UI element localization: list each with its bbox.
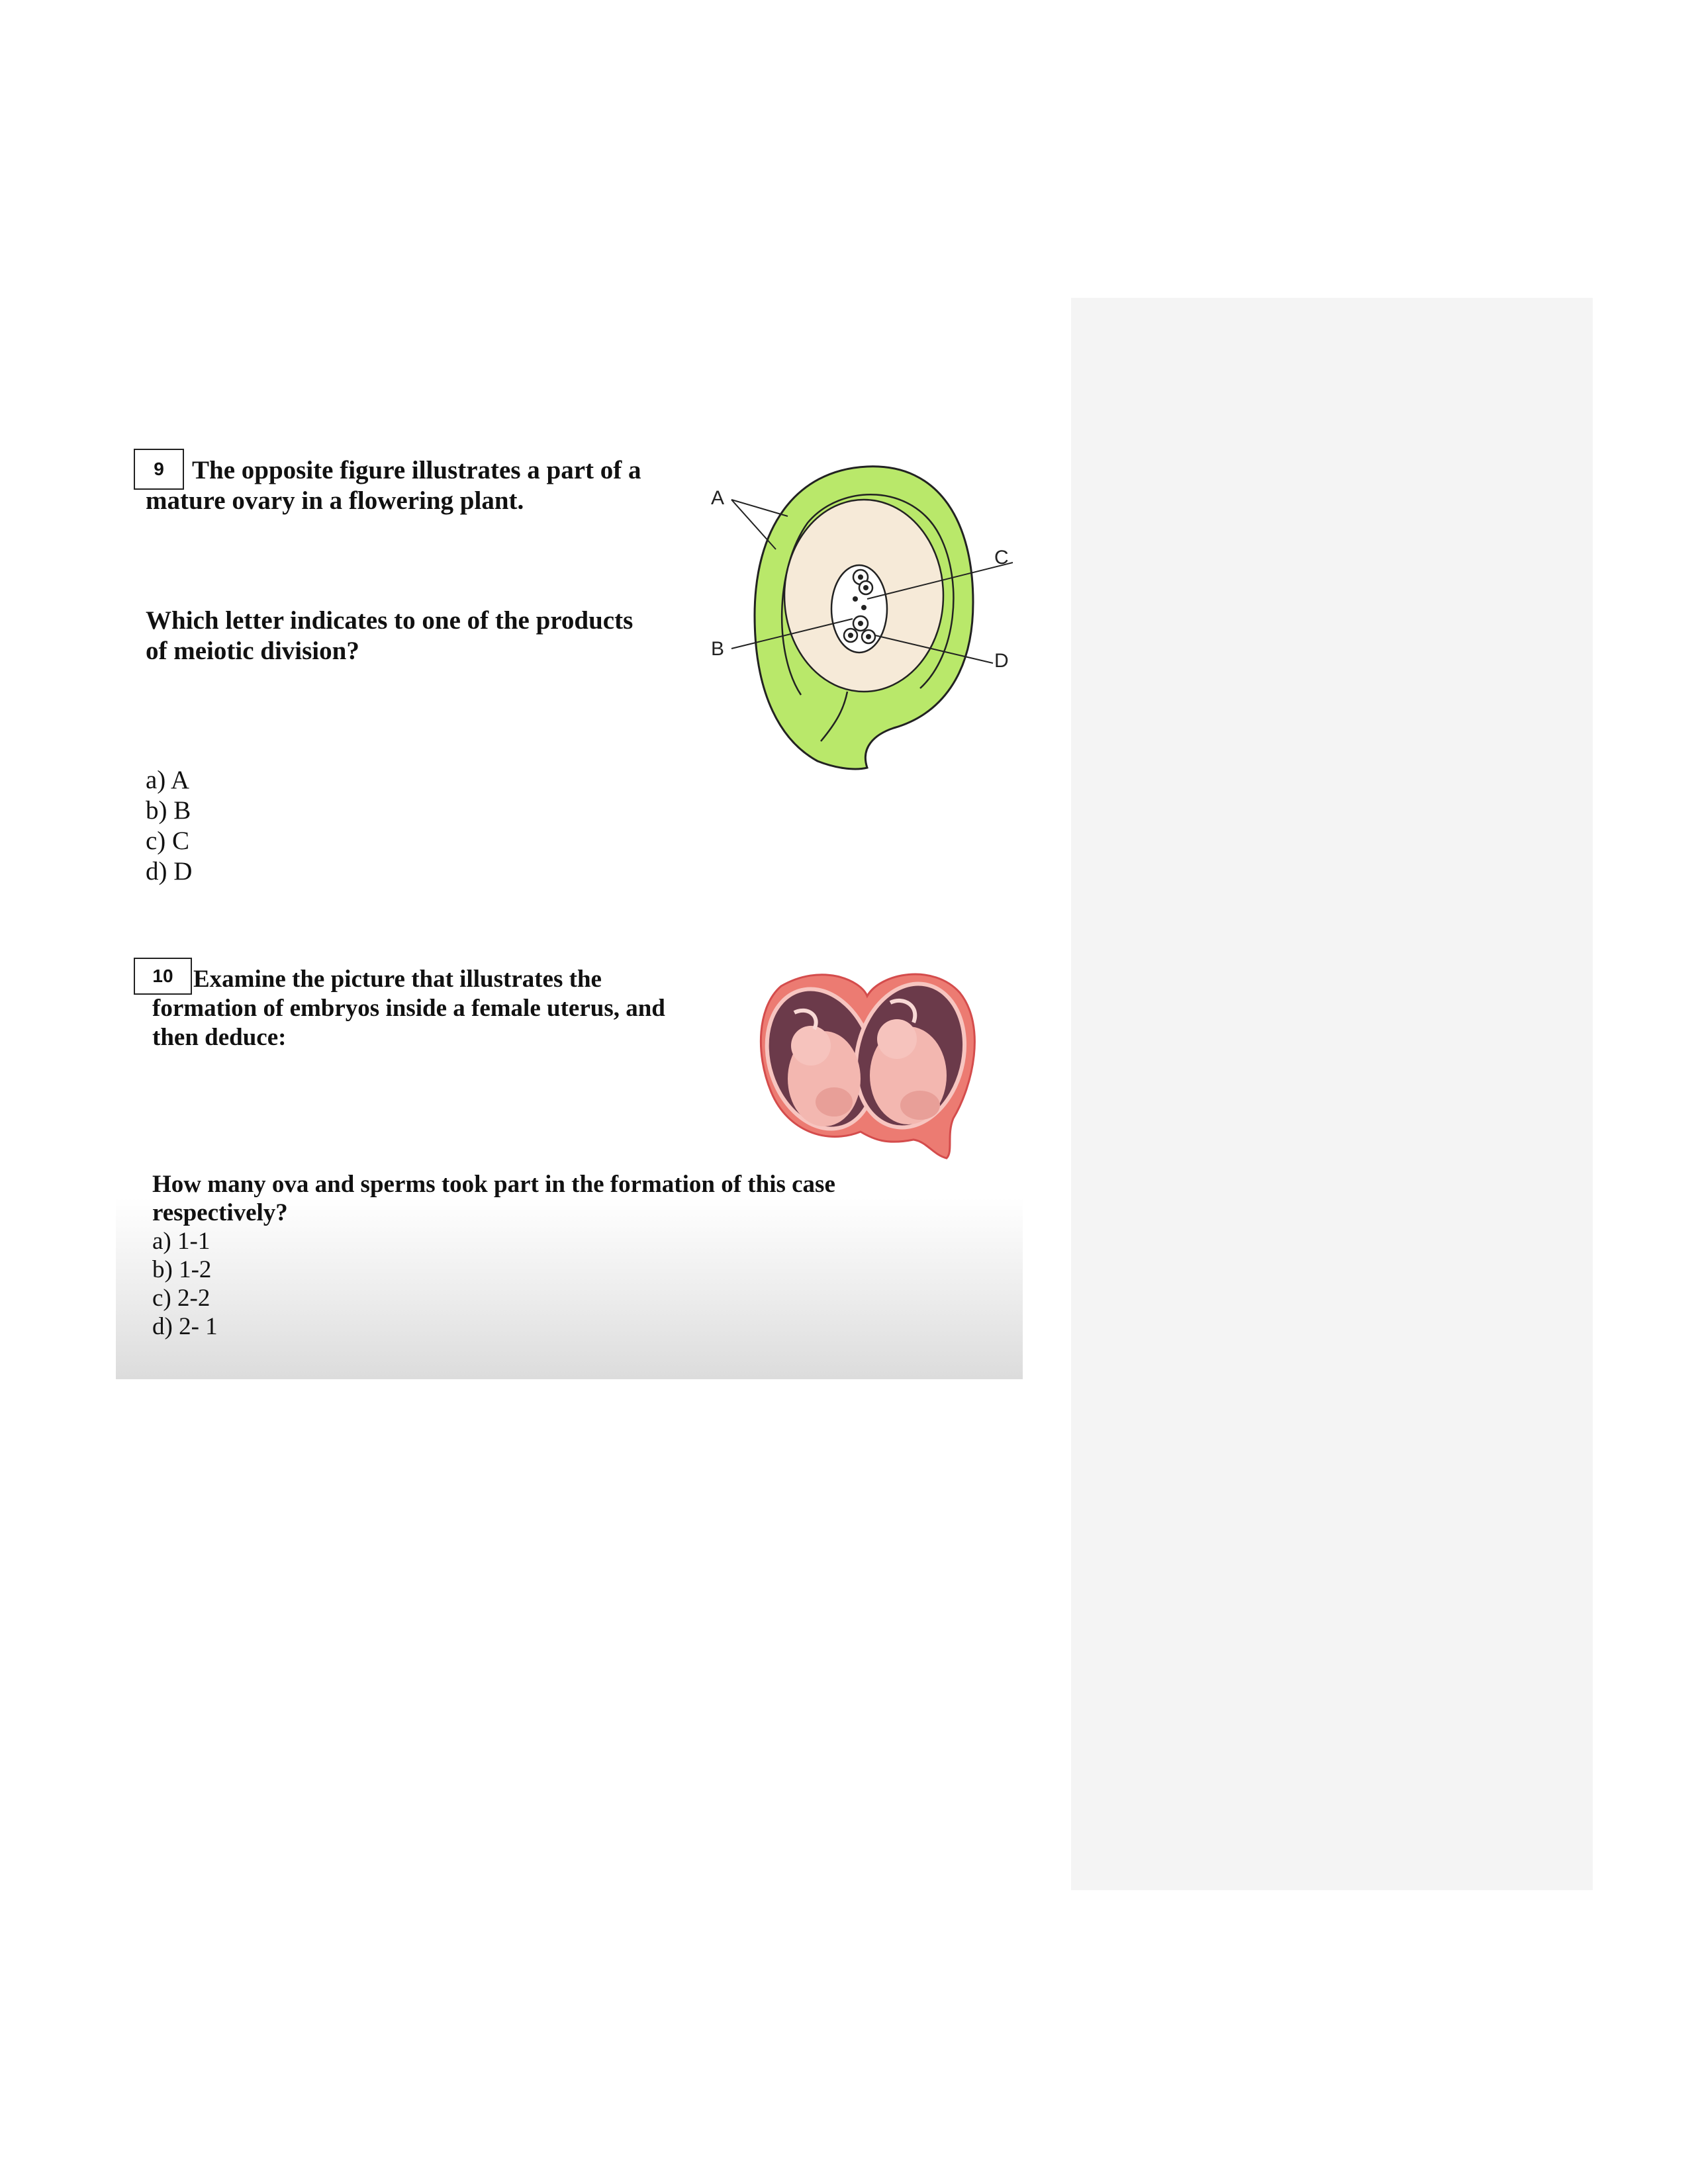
question-10-prompt [152,1170,947,1227]
fetus-right-limb [900,1091,940,1120]
question-10-stem [152,965,695,1052]
polar-nucleus [853,596,858,602]
option-d[interactable]: d) 2- 1 [152,1313,218,1340]
question-number-9: 9 [134,449,184,490]
question-number-10: 10 [134,958,192,995]
option-b[interactable]: b) B [146,796,191,825]
synergid-nucleus [866,634,871,639]
ovary-diagram [702,457,1033,774]
option-b[interactable]: b) 1-2 [152,1256,212,1283]
label-d: D [994,650,1009,672]
question-9-stem-line1: The opposite figure illustrates a part of a [192,456,641,484]
label-c: C [994,547,1009,569]
side-panel [1071,298,1593,1890]
fetus-left-head [791,1026,831,1066]
question-9-prompt-line2: of meiotic division? [146,637,359,665]
question-10-stem-line2: formation of embryos inside a female uterus, and [152,995,665,1022]
option-c[interactable]: c) C [146,827,190,855]
fetus-right-head [877,1019,917,1059]
twin-uterus-image [755,966,980,1165]
question-9-options [146,765,192,887]
pointer-a [731,500,788,516]
question-10-prompt-line1: How many ova and sperms took part in the formation of this case [152,1171,835,1198]
option-a[interactable]: a) 1-1 [152,1228,211,1255]
pointer-a [731,500,776,549]
label-b: B [711,638,725,660]
question-10-prompt-line2: respectively? [152,1199,288,1226]
label-a: A [711,487,725,509]
question-9-stem [146,455,675,516]
synergid-nucleus [848,633,853,638]
option-a[interactable]: a) A [146,766,190,794]
antipodal-nucleus [858,574,863,580]
question-10-stem-line3: then deduce: [152,1024,287,1051]
egg-nucleus [858,621,863,626]
option-c[interactable]: c) 2-2 [152,1285,211,1312]
question-10-stem-line1: Examine the picture that illustrates the [193,966,602,993]
question-9-prompt-line1: Which letter indicates to one of the products [146,606,633,635]
option-d[interactable]: d) D [146,857,193,886]
polar-nucleus [861,605,867,610]
question-10-options [152,1227,218,1341]
fetus-left-limb [816,1087,853,1116]
question-9-stem-line2: mature ovary in a flowering plant. [146,486,524,515]
antipodal-nucleus [863,585,868,590]
question-9-prompt [146,606,675,666]
